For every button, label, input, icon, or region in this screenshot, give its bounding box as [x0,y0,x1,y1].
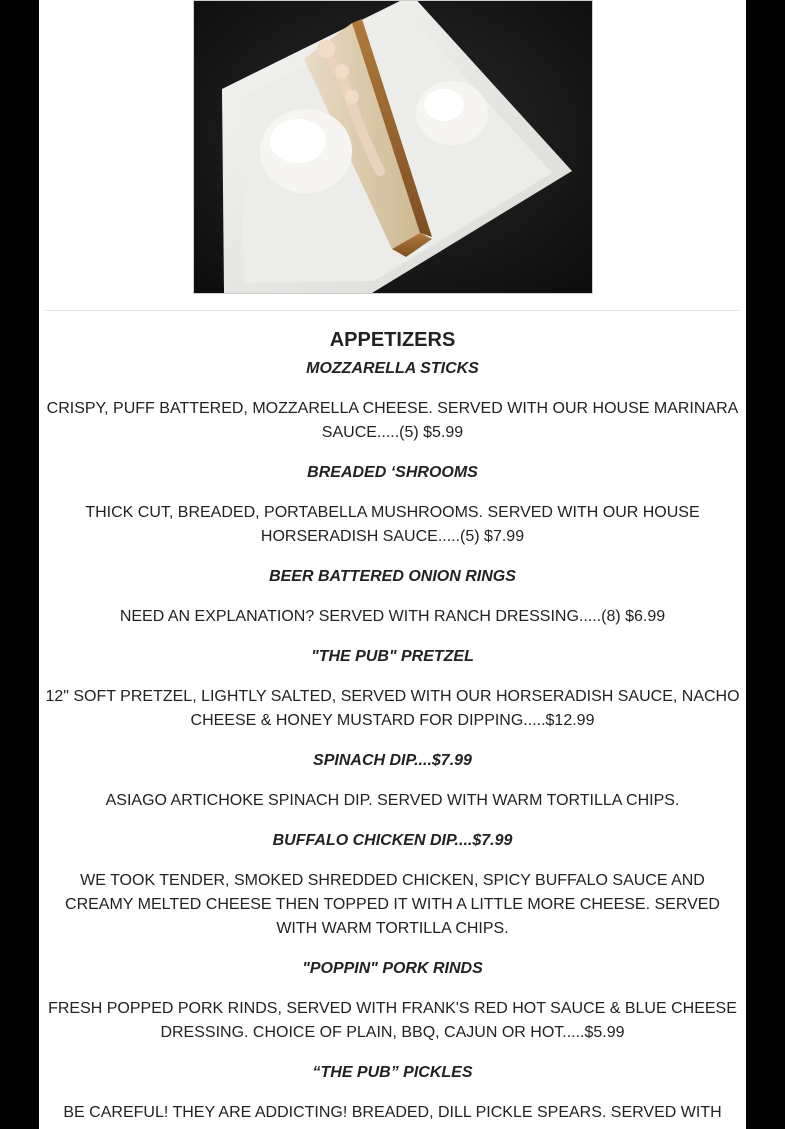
menu-item-name: BEER BATTERED ONION RINGS [269,568,516,585]
menu-item-name: "THE PUB" PRETZEL [311,648,474,665]
menu-item-description: 12" SOFT PRETZEL, LIGHTLY SALTED, SERVED WITH OUR HORSERADISH SAUCE, NACHO CHEESE & HONEY MUSTARD FOR DIPPING.....$12.99 [45,688,740,729]
menu-item-description: CRISPY, PUFF BATTERED, MOZZARELLA CHEESE. SERVED WITH OUR HOUSE MARINARA SAUCE.....(5) $5.99 [46,400,739,441]
cheesecake-photo-illustration [194,1,592,293]
section-title: APPETIZERS [329,329,456,351]
menu-item-name: MOZZARELLA STICKS [306,360,479,377]
menu-item-name: “THE PUB” PICKLES [312,1064,473,1081]
menu-item-name: "POPPIN" PORK RINDS [302,960,483,977]
section-divider [45,310,740,311]
menu-item-name: BREADED ‘SHROOMS [307,464,478,481]
content-panel [39,0,746,1129]
hero-photo [193,0,593,294]
menu-item-description: NEED AN EXPLANATION? SERVED WITH RANCH DRESSING.....(8) $6.99 [119,608,666,625]
menu-item-name: SPINACH DIP....$7.99 [313,752,472,769]
menu-item-description: THICK CUT, BREADED, PORTABELLA MUSHROOMS. SERVED WITH OUR HOUSE HORSERADISH SAUCE.....(5) $7.99 [85,504,700,545]
menu-item-description: BE CAREFUL! THEY ARE ADDICTING! BREADED, DILL PICKLE SPEARS. SERVED WITH [63,1104,722,1121]
menu-item-description: ASIAGO ARTICHOKE SPINACH DIP. SERVED WITH WARM TORTILLA CHIPS. [105,792,680,809]
menu-item-description: FRESH POPPED PORK RINDS, SERVED WITH FRANK'S RED HOT SAUCE & BLUE CHEESE DRESSING. CHOICE OF PLAIN, BBQ, CAJUN OR HOT.....$5.99 [48,1000,737,1041]
menu-item-name: BUFFALO CHICKEN DIP....$7.99 [272,832,513,849]
menu-item-description: WE TOOK TENDER, SMOKED SHREDDED CHICKEN, SPICY BUFFALO SAUCE AND CREAMY MELTED CHEESE THEN TOPPED IT WITH A LITTLE MORE CHEESE. SERVED WITH WARM TORTILLA CHIPS. [65,872,720,937]
appetizers-menu [39,326,746,1129]
